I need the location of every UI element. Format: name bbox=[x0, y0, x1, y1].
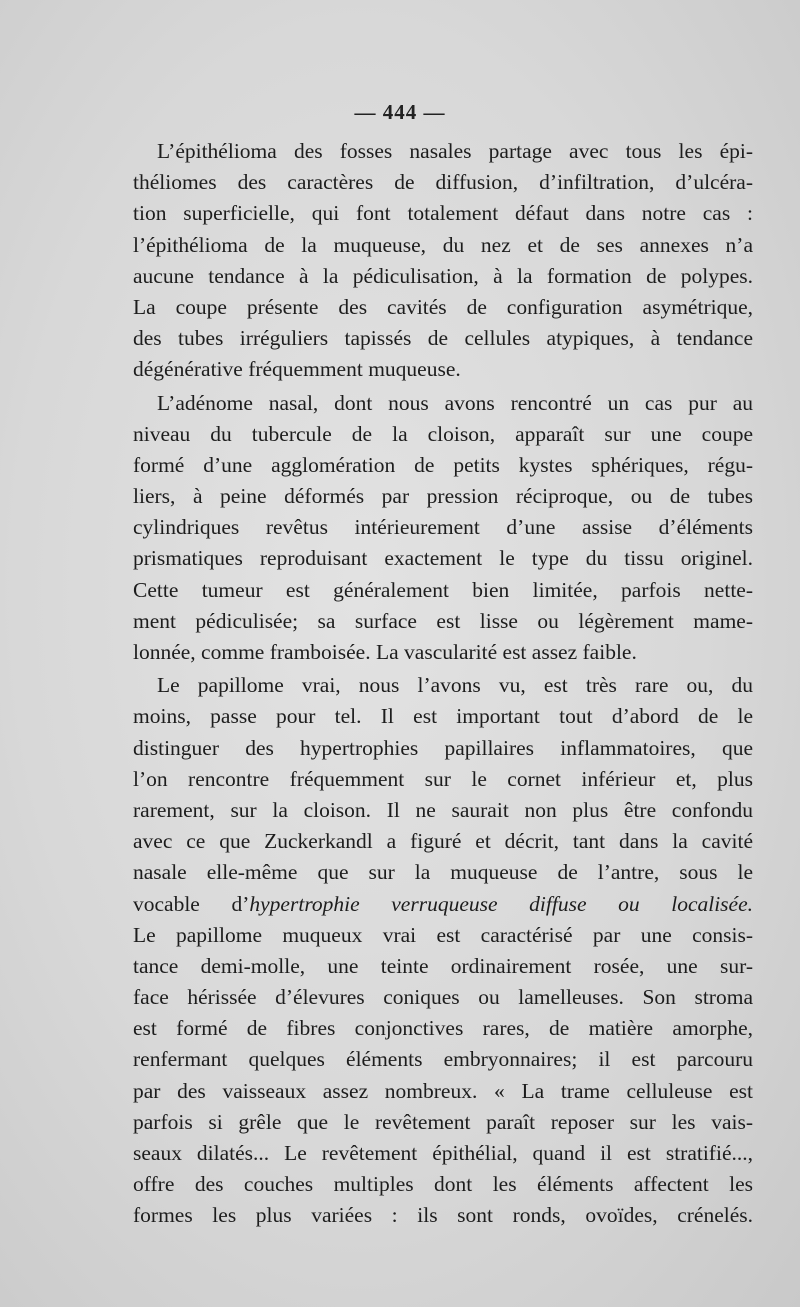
text-line: L’épithélioma des fosses nasales partage avec tous les épi- bbox=[157, 139, 753, 163]
text-line: théliomes des caractères de diffusion, d’infiltration, d’ulcéra- bbox=[133, 170, 753, 195]
text-line: nasale elle-même que sur la muqueuse de l’antre, sous le bbox=[133, 860, 753, 885]
text-line: aucune tendance à la pédiculisation, à la formation de polypes. bbox=[133, 263, 753, 288]
text-line: tance demi-molle, une teinte ordinairement rosée, une sur- bbox=[133, 953, 753, 978]
text-line: cylindriques revêtus intérieurement d’une assise d’éléments bbox=[133, 515, 753, 540]
italic-term: hypertrophie verruqueuse diffuse ou localisée. bbox=[249, 891, 754, 916]
text-line-italic-term bbox=[133, 889, 753, 920]
text-line: parfois si grêle que le revêtement paraît reposer sur les vais- bbox=[133, 1109, 753, 1134]
text-line: offre des couches multiples dont les éléments affectent les bbox=[133, 1172, 753, 1197]
paragraph-2 bbox=[133, 388, 753, 669]
text-line: des tubes irréguliers tapissés de cellules atypiques, à tendance bbox=[133, 326, 753, 351]
text-line: formes les plus variées : ils sont ronds, ovoïdes, crénelés. bbox=[133, 1203, 753, 1228]
text-line: liers, à peine déformés par pression réciproque, ou de tubes bbox=[133, 484, 753, 509]
page-number: — 444 — bbox=[354, 100, 446, 124]
text-line: renfermant quelques éléments embryonnaires; il est parcouru bbox=[133, 1047, 753, 1072]
text-line: lonnée, comme framboisée. La vascularité est assez faible. bbox=[133, 640, 637, 664]
text-line: l’épithélioma de la muqueuse, du nez et de ses annexes n’a bbox=[133, 232, 753, 257]
paragraph-3 bbox=[133, 670, 753, 1231]
text-line: seaux dilatés... Le revêtement épithélial, quand il est stratifié..., bbox=[133, 1141, 753, 1165]
text-line: dégénérative fréquemment muqueuse. bbox=[133, 357, 461, 382]
text-line: l’on rencontre fréquemment sur le cornet inférieur et, plus bbox=[133, 766, 753, 791]
text-line: L’adénome nasal, dont nous avons rencontré un cas pur au bbox=[157, 390, 753, 415]
text-line: par des vaisseaux assez nombreux. « La trame celluleuse est bbox=[133, 1078, 753, 1103]
text-line: La coupe présente des cavités de configuration asymétrique, bbox=[133, 294, 753, 319]
text-line: moins, passe pour tel. Il est important tout d’abord de le bbox=[133, 704, 753, 729]
text-line: prismatiques reproduisant exactement le type du tissu originel. bbox=[133, 546, 753, 571]
text-line: formé d’une agglomération de petits kystes sphériques, régu- bbox=[133, 452, 753, 477]
body-text bbox=[133, 136, 753, 1232]
text-line: est formé de fibres conjonctives rares, de matière amorphe, bbox=[133, 1016, 753, 1041]
text-line: tion superficielle, qui font totalement défaut dans notre cas : bbox=[133, 201, 753, 226]
text-line: distinguer des hypertrophies papillaires inflammatoires, que bbox=[133, 735, 753, 760]
text-line: rarement, sur la cloison. Il ne saurait non plus être confondu bbox=[133, 797, 753, 822]
text-line: avec ce que Zuckerkandl a figuré et décrit, tant dans la cavité bbox=[133, 829, 753, 854]
text-line: Le papillome vrai, nous l’avons vu, est très rare ou, du bbox=[157, 673, 753, 698]
text-line: face hérissée d’élevures coniques ou lamelleuses. Son stroma bbox=[133, 985, 753, 1010]
text-fragment: vocable d’ bbox=[133, 891, 250, 916]
text-line: niveau du tubercule de la cloison, apparaît sur une coupe bbox=[133, 421, 753, 446]
text-line: Le papillome muqueux vrai est caractérisé par une consis- bbox=[133, 922, 753, 947]
text-line: Cette tumeur est généralement bien limitée, parfois nette- bbox=[133, 577, 753, 602]
paragraph-1 bbox=[133, 136, 753, 386]
text-line: ment pédiculisée; sa surface est lisse ou légèrement mame- bbox=[133, 608, 753, 633]
